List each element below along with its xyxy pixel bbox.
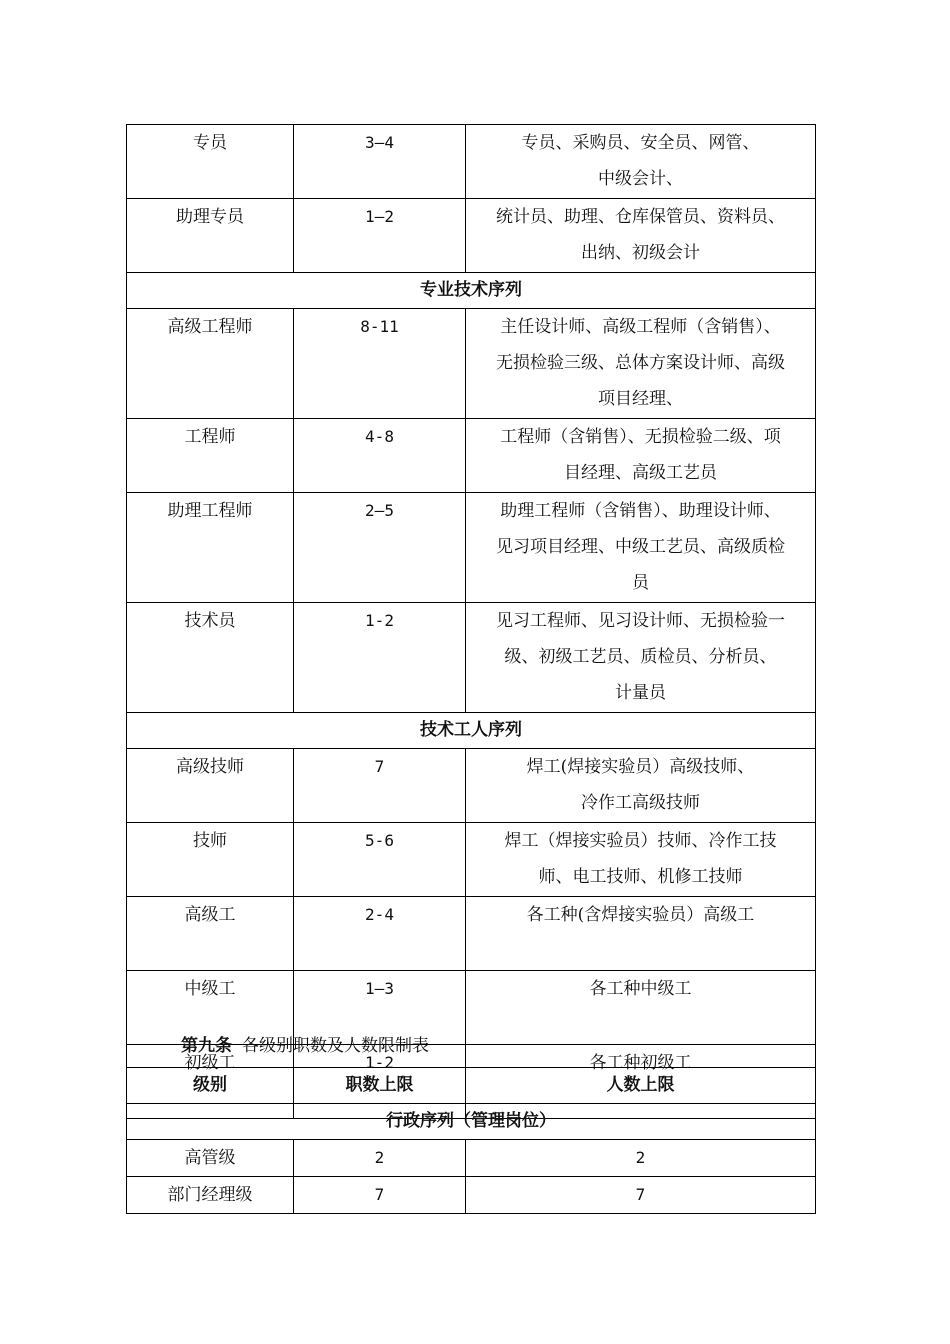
header-max-posts: 职数上限 [294,1068,466,1104]
grade-name-cell: 初级工 [127,1045,294,1119]
positions-line: 统计员、助理、仓库保管员、资料员、 [496,207,785,227]
table-row [127,749,816,823]
points-cell: 1—3 [294,971,466,1045]
section-title: 行政序列（管理岗位） [127,1104,816,1140]
max-posts-cell: 2 [294,1140,466,1177]
grade-points-table [126,124,816,1119]
positions-line: 工程师（含销售）、无损检验二级、项 [500,427,781,447]
positions-line: 各工种初级工 [589,1053,692,1073]
clause-number: 第九条 [181,1036,232,1056]
positions-cell [466,199,816,273]
grade-name-cell: 技师 [127,823,294,897]
section-title: 技术工人序列 [127,713,816,749]
positions-cell [466,603,816,713]
table-row [127,419,816,493]
section-row [127,713,816,749]
grade-name-cell: 助理专员 [127,199,294,273]
table-row [127,1140,816,1177]
positions-cell [466,125,816,199]
header-max-people: 人数上限 [466,1068,816,1104]
table-row [127,493,816,603]
grade-name-cell: 高级工程师 [127,309,294,419]
points-cell: 7 [294,749,466,823]
section-row [127,1104,816,1140]
positions-line: 项目经理、 [598,389,683,409]
positions-line: 目经理、高级工艺员 [564,463,717,483]
grade-name-cell: 中级工 [127,971,294,1045]
level-cell: 部门经理级 [127,1177,294,1214]
section-title: 专业技术序列 [127,273,816,309]
positions-line: 焊工(焊接实验员）高级技师、 [526,757,755,777]
points-cell: 5-6 [294,823,466,897]
grade-name-cell: 技术员 [127,603,294,713]
positions-line: 各工种中级工 [589,979,692,999]
positions-line: 员 [632,573,649,593]
positions-cell [466,823,816,897]
positions-line: 冷作工高级技师 [581,793,700,813]
headcount-limit-table [126,1067,816,1214]
max-people-cell: 2 [466,1140,816,1177]
positions-cell [466,897,816,971]
header-level: 级别 [127,1068,294,1104]
positions-line: 焊工（焊接实验员）技师、冷作工技 [504,831,777,851]
grade-name-cell: 助理工程师 [127,493,294,603]
points-cell: 1-2 [294,603,466,713]
positions-cell [466,493,816,603]
points-cell: 8-11 [294,309,466,419]
grade-name-cell: 高级技师 [127,749,294,823]
points-cell: 2-4 [294,897,466,971]
max-people-cell: 7 [466,1177,816,1214]
positions-line: 级、初级工艺员、质检员、分析员、 [504,647,777,667]
positions-line: 专员、采购员、安全员、网管、 [521,133,760,153]
positions-line: 师、电工技师、机修工技师 [538,867,743,887]
table-row [127,199,816,273]
positions-line: 出纳、初级会计 [581,243,700,263]
table-row [127,125,816,199]
section-row [127,273,816,309]
positions-line: 助理工程师（含销售）、助理设计师、 [500,501,781,521]
positions-cell [466,419,816,493]
points-cell: 4-8 [294,419,466,493]
positions-line: 无损检验三级、总体方案设计师、高级 [496,353,785,373]
positions-line: 计量员 [615,683,666,703]
grade-points-table-body [127,125,816,1119]
positions-cell [466,309,816,419]
positions-line: 各工种(含焊接实验员）高级工 [526,905,755,925]
grade-name-cell: 专员 [127,125,294,199]
points-cell: 2—5 [294,493,466,603]
grade-name-cell: 工程师 [127,419,294,493]
positions-line: 中级会计、 [598,169,683,189]
positions-line: 主任设计师、高级工程师（含销售）、 [500,317,781,337]
table-row [127,897,816,971]
clause-9-heading [181,1033,429,1059]
grade-name-cell: 高级工 [127,897,294,971]
points-cell: 3—4 [294,125,466,199]
max-posts-cell: 7 [294,1177,466,1214]
positions-line: 见习工程师、见习设计师、无损检验一 [496,611,785,631]
table-row [127,309,816,419]
table-row [127,603,816,713]
level-cell: 高管级 [127,1140,294,1177]
positions-cell [466,749,816,823]
table-row [127,1177,816,1214]
points-cell: 1-2 [294,1045,466,1119]
clause-title: 各级别职数及人数限制表 [242,1036,429,1056]
positions-cell [466,971,816,1045]
positions-line: 见习项目经理、中级工艺员、高级质检 [496,537,785,557]
table-row [127,823,816,897]
points-cell: 1—2 [294,199,466,273]
table-header-row [127,1068,816,1104]
